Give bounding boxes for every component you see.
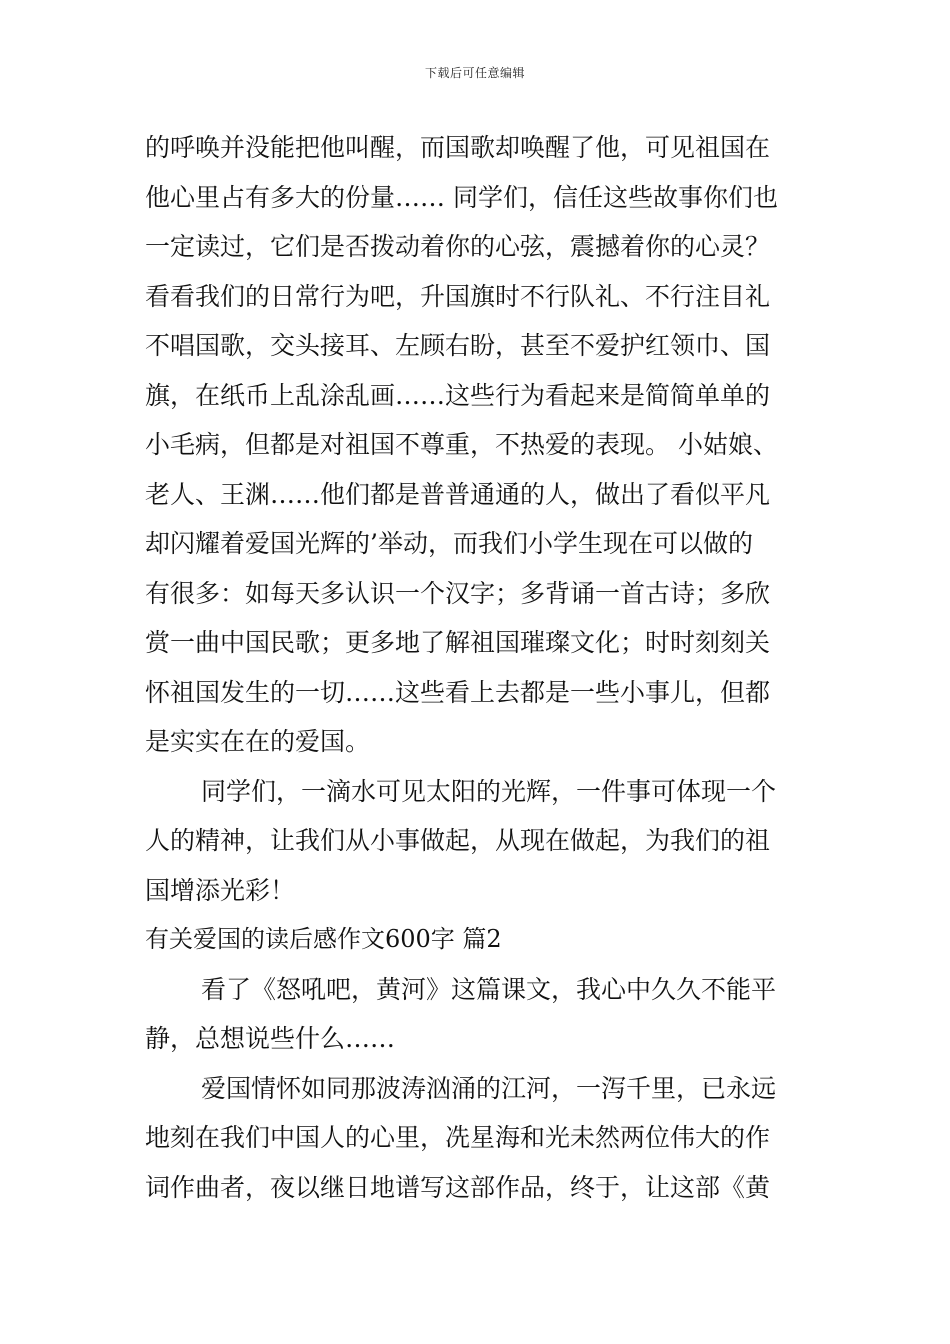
page-header: 下载后可任意编辑 [424, 66, 525, 80]
paragraph [145, 965, 810, 1064]
text-line: 他心里占有多大的份量…… 同学们，信任这些故事你们也 [145, 182, 778, 212]
text-line: 赏一曲中国民歌；更多地了解祖国璀璨文化；时时刻刻关 [145, 628, 771, 657]
text-line: 的呼唤并没能把他叫醒，而国歌却唤醒了他，可见祖国在 [145, 133, 771, 162]
text-line: 同学们，一滴水可见太阳的光辉，一件事可体现一个 [201, 776, 777, 806]
text-line: 静，总想说些什么…… [145, 1024, 396, 1053]
text-line: 老人、王渊……他们都是普普通通的人，做出了看似平凡 [145, 479, 771, 509]
text-line: 词作曲者，夜以继日地谱写这部作品，终于，让这部《黄 [145, 1172, 771, 1202]
text-line: 却闪耀着爱国光辉的’举动，而我们小学生现在可以做的 [145, 529, 753, 558]
text-line: 小毛病，但都是对祖国不尊重，不热爱的表现。 小姑娘、 [145, 430, 778, 459]
text-line: 看了《怒吼吧，黄河》这篇课文，我心中久久不能平 [201, 974, 777, 1004]
text-line: 是实实在在的爱国。 [145, 727, 371, 756]
text-line: 不唱国歌，交头接耳、左顾右盼，甚至不爱护红领巾、国 [145, 331, 771, 360]
document-body [145, 123, 810, 1212]
text-line: 看看我们的日常行为吧，升国旗时不行队礼、不行注目礼 [145, 281, 771, 311]
text-line: 一定读过，它们是否拨动着你的心弦，震撼着你的心灵？ [145, 232, 771, 261]
text-line: 地刻在我们中国人的心里，冼星海和光未然两位伟大的作 [145, 1123, 771, 1152]
paragraph [145, 767, 810, 916]
text-line: 怀祖国发生的一切……这些看上去都是一些小事儿，但都 [145, 677, 771, 707]
paragraph [145, 1064, 810, 1213]
text-line: 人的精神，让我们从小事做起，从现在做起，为我们的祖 [145, 826, 771, 855]
text-line: 旗，在纸币上乱涂乱画……这些行为看起来是简简单单的 [145, 380, 771, 410]
section-title: 有关爱国的读后感作文600字 篇2 [145, 925, 502, 953]
text-line: 爱国情怀如同那波涛汹涌的江河，一泻千里，已永远 [201, 1073, 777, 1103]
text-line: 有很多：如每天多认识一个汉字；多背诵一首古诗；多欣 [145, 578, 771, 608]
text-line: 国增添光彩！ [145, 875, 296, 905]
paragraph [145, 123, 810, 767]
